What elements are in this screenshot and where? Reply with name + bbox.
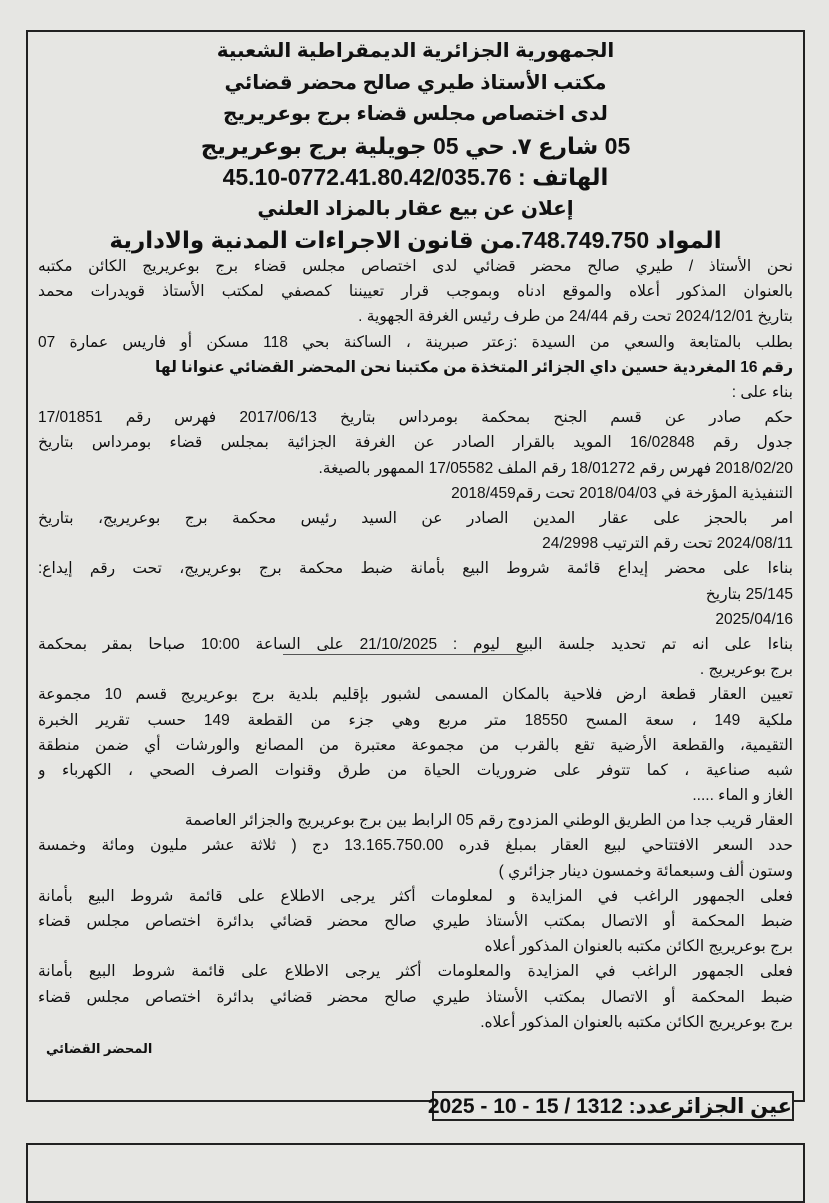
announcement-frame xyxy=(26,30,805,1102)
body-line: وستون ألف وسبعمائة وخمسون دينار جزائري ) xyxy=(498,862,793,880)
body-line: التقيمية، والقطعة الأرضية تقع بالقرب من مجموعة معتبرة من المصانع والورشات أي ضمن منطقة xyxy=(38,736,793,754)
body-line: 2018/02/20 فهرس رقم 18/01272 رقم الملف 17/05582 الممهور بالصيغة. xyxy=(318,459,793,477)
body-line: حدد السعر الافتتاحي لبيع العقار بمبلغ قدره 13.165.750.00 دج ( ثلاثة عشر مليون ومائة وخمسة xyxy=(38,837,793,855)
body-line: بناءا على انه تم تحديد جلسة البيع ليوم : 21/10/2025 على الساعة 10:00 صباحا بمقر بمحكمة xyxy=(38,635,793,653)
body-line: برج بوعريريج الكائن مكتبه بالعنوان المذكور أعلاه xyxy=(484,938,793,956)
header-articles: المواد 748.749.750.من قانون الاجراءات المدنية والادارية xyxy=(109,227,722,253)
body-line: بناء على : xyxy=(731,383,793,401)
announcement-body xyxy=(38,254,793,1057)
body-line: فعلى الجمهور الراغب في المزايدة و لمعلومات أكثر يرجى الاطلاع على قائمة شروط البيع بأمانة xyxy=(38,887,793,905)
body-line: بالعنوان المذكور أعلاه والموقع ادناه وبموجب قرار تعييننا كمصفي لمكتب الأستاذ قويدرات محمد xyxy=(38,283,793,301)
next-announcement-frame xyxy=(26,1143,805,1203)
header-title: إعلان عن بيع عقار بالمزاد العلني xyxy=(257,197,574,220)
header-republic: الجمهورية الجزائرية الديمقراطية الشعبية xyxy=(216,40,615,62)
signature-label: المحضر القضائي xyxy=(46,1041,153,1057)
body-line: جدول رقم 16/02848 المويد بالقرار الصادر عن الغرفة الجزائية بمجلس قضاء بومرداس بتاريخ xyxy=(38,434,793,452)
body-line: الغاز و الماء ..... xyxy=(692,787,793,805)
body-line: بتاريخ 2024/12/01 تحت رقم 24/44 من طرف رئيس الغرفة الجهوية . xyxy=(358,308,793,326)
body-line: بناءا على محضر إيداع قائمة شروط البيع بأمانة ضبط محكمة برج بوعريريج، تحت رقم إيداع: xyxy=(38,560,793,578)
body-line: 2024/08/11 تحت رقم الترتيب 24/2998 xyxy=(542,535,793,553)
announcement-header xyxy=(28,36,803,257)
header-office: مكتب الأستاذ طيري صالح محضر قضائي xyxy=(224,71,607,94)
body-line: 2025/04/16 xyxy=(715,610,793,628)
publication-source: عين الجزائرعدد: 1312 / 15 - 10 - 2025 xyxy=(432,1091,794,1121)
body-line: بطلب بالمتابعة والسعي من السيدة :زعتر صبرينة ، الساكنة بحي 118 مسكن أو فاريس عمارة 07 xyxy=(38,333,793,351)
header-phone: الهاتف : 0772.41.80.42/035.76-45.10 xyxy=(222,164,609,190)
body-line: فعلى الجمهور الراغب في المزايدة والمعلومات أكثر يرجى الاطلاع على قائمة شروط البيع بأمانة xyxy=(38,963,793,981)
body-line: رقم 16 المغردية حسين داي الجزائر المتخذة من مكتبنا نحن المحضر القضائي عنوانا لها xyxy=(155,358,793,376)
header-jurisdiction: لدى اختصاص مجلس قضاء برج بوعريريج xyxy=(223,103,608,125)
body-line: شبه صناعية ، كما تتوفر على ضروريات الحياة من طرق وقنوات الصرف الصحي ، الكهرباء و xyxy=(38,761,793,779)
body-line: نحن الأستاذ / طيري صالح محضر قضائي لدى اختصاص مجلس قضاء برج بوعريريج الكائن مكتبه xyxy=(38,258,793,275)
body-line: ضبط المحكمة أو الاتصال بمكتب الأستاذ طيري صالح محضر قضائي بدائرة اختصاص مجلس قضاء xyxy=(38,913,793,931)
body-line: حكم صادر عن قسم الجنح بمحكمة بومرداس بتاريخ 2017/06/13 فهرس رقم 17/01851 xyxy=(38,409,793,427)
body-line: تعيين العقار قطعة ارض فلاحية بالمكان المسمى لشبور بإقليم بلدية برج بوعريريج قسم 10 مجموعة xyxy=(38,686,793,704)
body-line: برج بوعريريج . xyxy=(699,661,793,679)
body-line: امر بالحجز على عقار المدين الصادر عن السيد رئيس محكمة برج بوعريريج، بتاريخ xyxy=(38,509,793,527)
header-address: 05 شارع ٧. حي 05 جويلية برج بوعريريج xyxy=(200,132,631,159)
body-line: برج بوعريريج الكائن مكتبه بالعنوان المذكور أعلاه. xyxy=(480,1013,793,1031)
body-line: ملكية 149 ، سعة المسح 18550 متر مربع وهي جزء من القطعة 149 حسب تقرير الخبرة xyxy=(38,711,793,729)
body-line: التنفيذية المؤرخة في 2018/04/03 تحت رقم2018/459 xyxy=(451,484,793,502)
body-line: ضبط المحكمة أو الاتصال بمكتب الأستاذ طيري صالح محضر قضائي بدائرة اختصاص مجلس قضاء xyxy=(38,988,793,1006)
body-line: 25/145 بتاريخ xyxy=(705,585,793,603)
body-line: العقار قريب جدا من الطريق الوطني المزدوج رقم 05 الرابط بين برج بوعريريج والجزائر العاصمة xyxy=(184,812,793,830)
